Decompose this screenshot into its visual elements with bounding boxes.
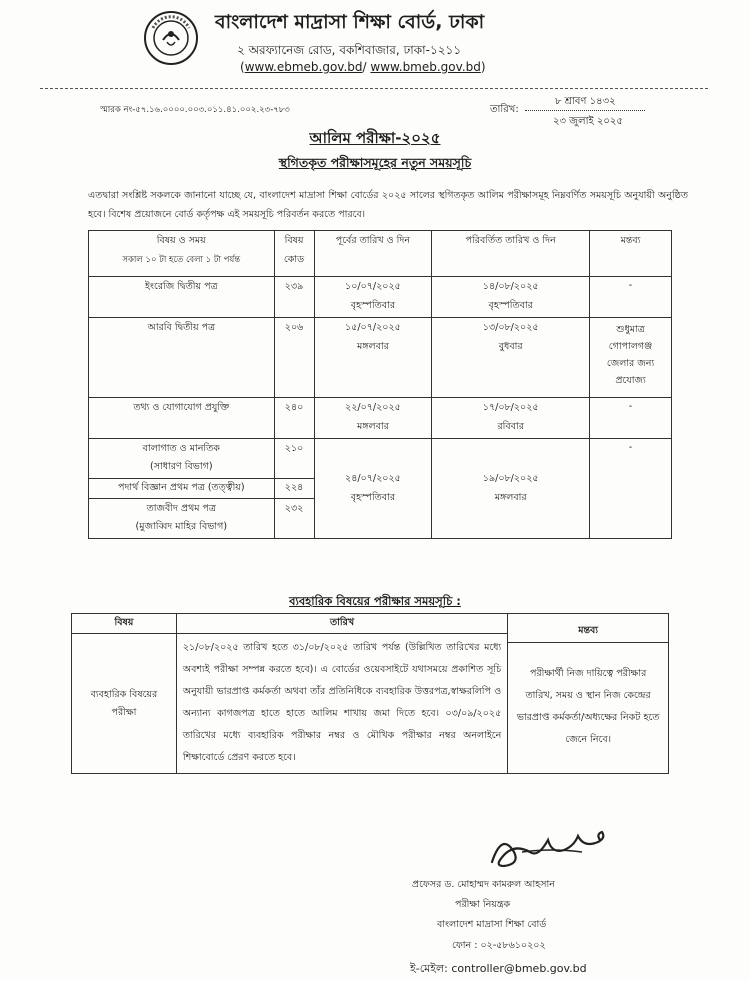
schedule-table [88,230,672,539]
signatory-designation: পরীক্ষা নিয়ন্ত্রক [455,899,511,910]
row-prev [314,277,432,318]
row-new-day: রবিবার [497,421,524,432]
row-remarks: - [590,277,672,318]
table-row [89,318,672,398]
board-seal-logo [143,10,199,66]
board-websites: (www.ebmeb.gov.bd/ www.bmeb.gov.bd) [240,60,486,74]
group-prev-day: বৃহস্পতিবার [350,491,396,503]
header-subject: বিষয় ও সময় [156,235,206,246]
website-link-ebmeb[interactable]: www.ebmeb.gov.bd [244,60,363,74]
group-new-date: ১৯/০৮/২০২৫ [482,472,539,484]
practical-subject: ব্যবহারিক বিষয়ের পরীক্ষা [72,634,177,774]
row-new-date: ১৩/০৮/২০২৫ [482,322,539,333]
row-remarks: - [590,398,672,439]
row-code: ২২৪ [274,479,314,499]
row-subject: ইংরেজি দ্বিতীয় পত্র [89,277,275,318]
signatory-name: প্রফেসর ড. মোহাম্মদ কামরুল আহসান [412,879,555,890]
signatory-organization: বাংলাদেশ মাদ্রাসা শিক্ষা বোর্ড [437,919,547,930]
row-new-day: বৃহস্পতিবার [488,300,533,311]
header-remarks: মন্তব্য [590,231,672,277]
header-code-line1: বিষয় [284,235,304,246]
table-header-row [89,231,672,277]
row-subject-line2: (সাধারণ বিভাগ) [149,461,213,472]
row-code: ২৩২ [274,499,314,539]
row-subject-line1: বালাগাত ও মানতিক [142,443,220,454]
practical-header-date: তারিখ [176,614,507,634]
practical-title [0,593,750,612]
practical-header-remarks: মন্তব্য [508,614,668,643]
website-link-bmeb[interactable]: www.bmeb.gov.bd [370,60,481,74]
row-code: ২৪০ [274,398,314,439]
header-time: সকাল ১০ টা হতে বেলা ১ টা পর্যন্ত [122,255,241,265]
exam-subtitle-text: স্থগিতকৃত পরীক্ষাসমূহের নতুন সময়সূচি [278,155,472,170]
exam-subtitle [0,155,750,175]
row-subject: পদার্থ বিজ্ঞান প্রথম পত্র (তত্ত্বীয়) [89,479,275,499]
row-new-date: ১৭/০৮/২০২৫ [482,402,539,413]
practical-remarks-cell [508,614,669,774]
board-address: ২ অরফ্যানেজ রোড, বকশিবাজার, ঢাকা-১২১১ [237,43,462,57]
row-prev-day: বৃহস্পতিবার [350,300,396,311]
practical-details: ২১/০৮/২০২৫ তারিখ হতে ৩১/০৮/২০২৫ তারিখ পর্যন্ত (উল্লিখিত তারিখের মধ্যে অবশ্যই পরীক্ষা সম্পন্ন করতে হবে)। এ বোর্ডের ওয়েবসাইটে যথাসময়ে প্রকাশিত সূচি অনুযায়ী ভারপ্রাপ্ত কর্মকর্তা অথবা তাঁর প্রতিনিধিকে ব্যবহারিক উত্তরপত্র,স্বাক্ষরলিপি ও অন্যান্য কাগজপত্র হাতে হাতে আলিম শাখায় জমা দিতে হবে। ০৩/০৯/২০২৫ তারিখের মধ্যে ব্যবহারিক পরীক্ষার নম্বর ও মৌখিক পরীক্ষার নম্বর অনলাইনে শিক্ষাবোর্ডে প্রেরণ করতে হবে। [176,634,507,774]
table-row [89,439,672,479]
row-subject: তথ্য ও যোগাযোগ প্রযুক্তি [89,398,275,439]
exam-title [0,127,750,152]
row-prev-day: মঙ্গলবার [356,421,389,432]
header-subject-time [89,231,275,277]
date-bangla: ৮ শ্রাবণ ১৪৩২ [555,96,616,107]
row-subject: আরবি দ্বিতীয় পত্র [89,318,275,398]
row-prev-date: ১০/০৭/২০২৫ [345,281,401,292]
row-prev [314,318,432,398]
row-new-day: বুধবার [498,341,523,352]
header-divider [40,88,708,89]
row-prev-day: মঙ্গলবার [356,341,389,352]
signatory-phone: ফোন : ০২-৫৮৬১০২০২ [452,940,546,951]
row-new [432,398,590,439]
group-new [432,439,590,539]
row-prev-date: ২২/০৭/২০২৫ [345,402,401,413]
row-subject [89,439,275,479]
website-separator: / [362,60,367,74]
board-title: বাংলাদেশ মাদ্রাসা শিক্ষা বোর্ড, ঢাকা [215,11,485,33]
table-row [89,277,672,318]
row-subject-line2: (মুজাব্বিদ মাহির বিভাগ) [135,521,228,532]
date-label: তারিখ: [490,104,519,115]
row-subject [89,499,275,539]
signatory-email[interactable]: ই-মেইল: controller@bmeb.gov.bd [410,962,587,975]
practical-header-subject: বিষয় [72,614,177,634]
practical-table [71,613,669,774]
group-prev-date: ২৪/০৭/২০২৫ [345,472,401,484]
group-new-day: মঙ্গলবার [494,491,527,503]
row-subject-line1: তাজবীদ প্রথম পত্র [146,503,216,514]
row-prev-date: ১৫/০৭/২০২৫ [345,322,401,333]
header-prev-date: পূর্বের তারিখ ও দিন [314,231,432,277]
group-remarks: - [590,439,672,539]
row-code: ২১০ [274,439,314,479]
memo-reference: স্মারক নং-৫৭.১৬.০০০০.০০৩.০১১.৪১.০০২.২৩-৭৮৩ [100,105,290,115]
notice-paragraph: এতদ্বারা সংশ্লিষ্ট সকলকে জানানো যাচ্ছে যে, বাংলাদেশ মাদ্রাসা শিক্ষা বোর্ডের ২০২৫ সালের স্থগিতকৃত আলিম পরীক্ষাসমূহ নিম্নবর্ণিত সময়সূচি অনুযায়ী অনুষ্ঠিত হবে। বিশেষ প্রয়োজনে বোর্ড কর্তৃপক্ষ এই সময়সূচি পরিবর্তন করতে পারবে। [88,190,688,220]
header-new-date: পরিবর্তিত তারিখ ও দিন [432,231,590,277]
table-header-row [72,614,669,634]
date-english: ২৩ জুলাই ২০২৫ [553,116,623,127]
row-new [432,277,590,318]
group-prev [314,439,432,539]
row-prev [314,398,432,439]
row-remarks: শুধুমাত্র গোপালগঞ্জ জেলার জন্য প্রযোজ্য [590,318,672,398]
practical-title-text: ব্যবহারিক বিষয়ের পরীক্ষার সময়সূচি : [289,594,461,608]
header-code-line2: কোড [283,254,305,265]
header-code [274,231,314,277]
row-code: ২০৬ [274,318,314,398]
table-row [89,398,672,439]
row-new-date: ১৪/০৮/২০২৫ [482,281,539,292]
row-new [432,318,590,398]
row-code: ২৩৯ [274,277,314,318]
practical-remarks: পরীক্ষার্থী নিজ দায়িত্বে পরীক্ষার তারিখ, সময় ও স্থান নিজ কেন্দ্রের ভারপ্রাপ্ত কর্মকর্তা/অধ্যক্ষের নিকট হতে জেনে নিবে। [516,668,660,745]
exam-title-text: আলিম পরীক্ষা-২০২৫ [309,129,441,147]
signature-image [482,822,632,874]
